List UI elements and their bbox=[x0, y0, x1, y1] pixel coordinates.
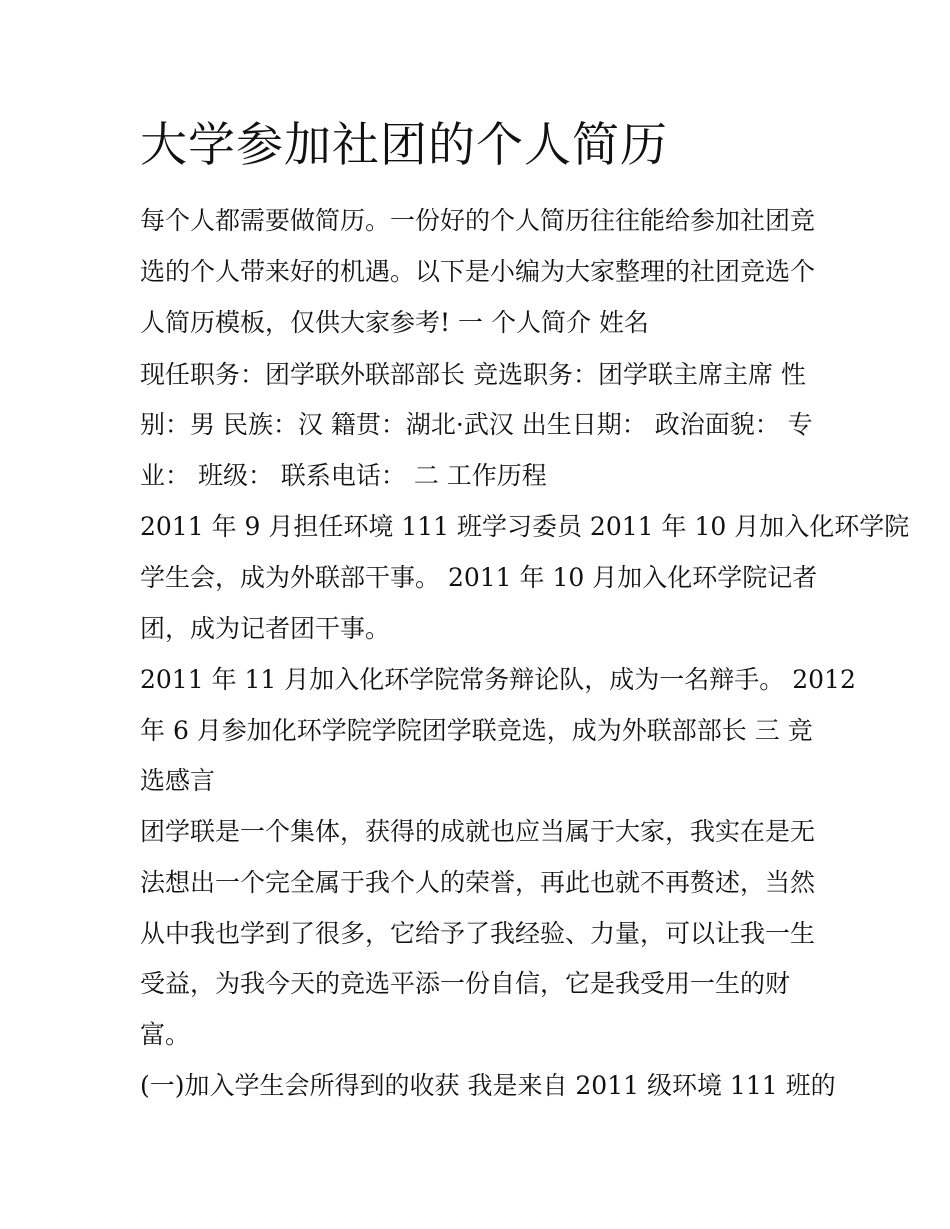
body-line-9: 团，成为记者团干事。 bbox=[140, 614, 391, 643]
body-line-5: 别：男 民族：汉 籍贯：湖北·武汉 出生日期： 政治面貌： 专 bbox=[140, 410, 813, 439]
body-line-3: 人简历模板，仅供大家参考! 一 个人简介 姓名 bbox=[140, 308, 649, 337]
body-line-10: 2011 年 11 月加入化环学院常务辩论队，成为一名辩手。 2012 bbox=[140, 665, 856, 694]
body-line-17: 富。 bbox=[140, 1020, 191, 1049]
body-line-11: 年 6 月参加化环学院学院团学联竞选，成为外联部部长 三 竞 bbox=[140, 716, 813, 745]
body-line-12: 选感言 bbox=[140, 766, 216, 795]
body-line-18: (一)加入学生会所得到的收获 我是来自 2011 级环境 111 班的 bbox=[140, 1071, 836, 1100]
body-line-7: 2011 年 9 月担任环境 111 班学习委员 2011 年 10 月加入化环学院 bbox=[140, 512, 910, 541]
body-line-15: 从中我也学到了很多，它给予了我经验、力量，可以让我一生 bbox=[140, 919, 816, 948]
body-line-4: 现任职务：团学联外联部部长 竞选职务：团学联主席主席 性 bbox=[140, 360, 806, 389]
page-title: 大学参加社团的个人简历 bbox=[140, 118, 668, 173]
body-line-13: 团学联是一个集体，获得的成就也应当属于大家，我实在是无 bbox=[140, 817, 816, 846]
body-line-2: 选的个人带来好的机遇。以下是小编为大家整理的社团竞选个 bbox=[140, 257, 816, 286]
body-line-16: 受益，为我今天的竞选平添一份自信，它是我受用一生的财 bbox=[140, 969, 791, 998]
body-line-14: 法想出一个完全属于我个人的荣誉，再此也就不再赘述，当然 bbox=[140, 868, 816, 897]
body-line-8: 学生会，成为外联部干事。 2011 年 10 月加入化环学院记者 bbox=[140, 563, 818, 592]
body-line-6: 业： 班级： 联系电话： 二 工作历程 bbox=[140, 461, 547, 490]
body-line-1: 每个人都需要做简历。一份好的个人简历往往能给参加社团竞 bbox=[140, 206, 816, 235]
